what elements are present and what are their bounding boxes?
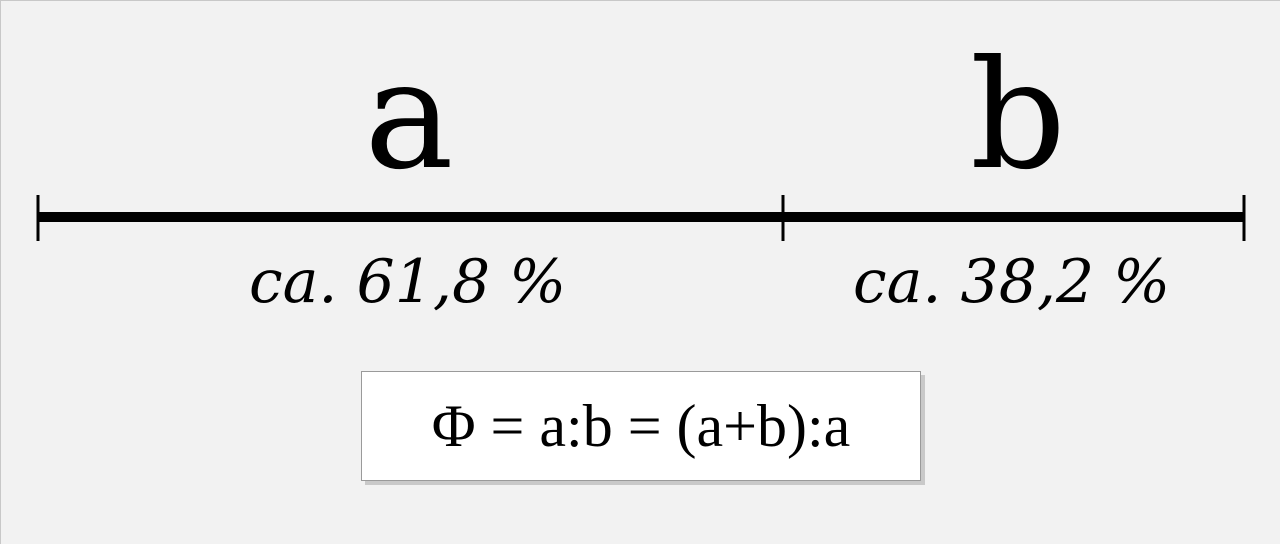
- segment-b-percent: ca. 38,2 %: [853, 247, 1171, 317]
- segment-a-label: a: [364, 29, 454, 203]
- segment-b-label: b: [969, 29, 1067, 203]
- formula-box: [361, 371, 921, 481]
- golden-ratio-formula: Φ = a:b = (a+b):a: [431, 393, 851, 459]
- segment-a-percent: ca. 61,8 %: [249, 247, 567, 317]
